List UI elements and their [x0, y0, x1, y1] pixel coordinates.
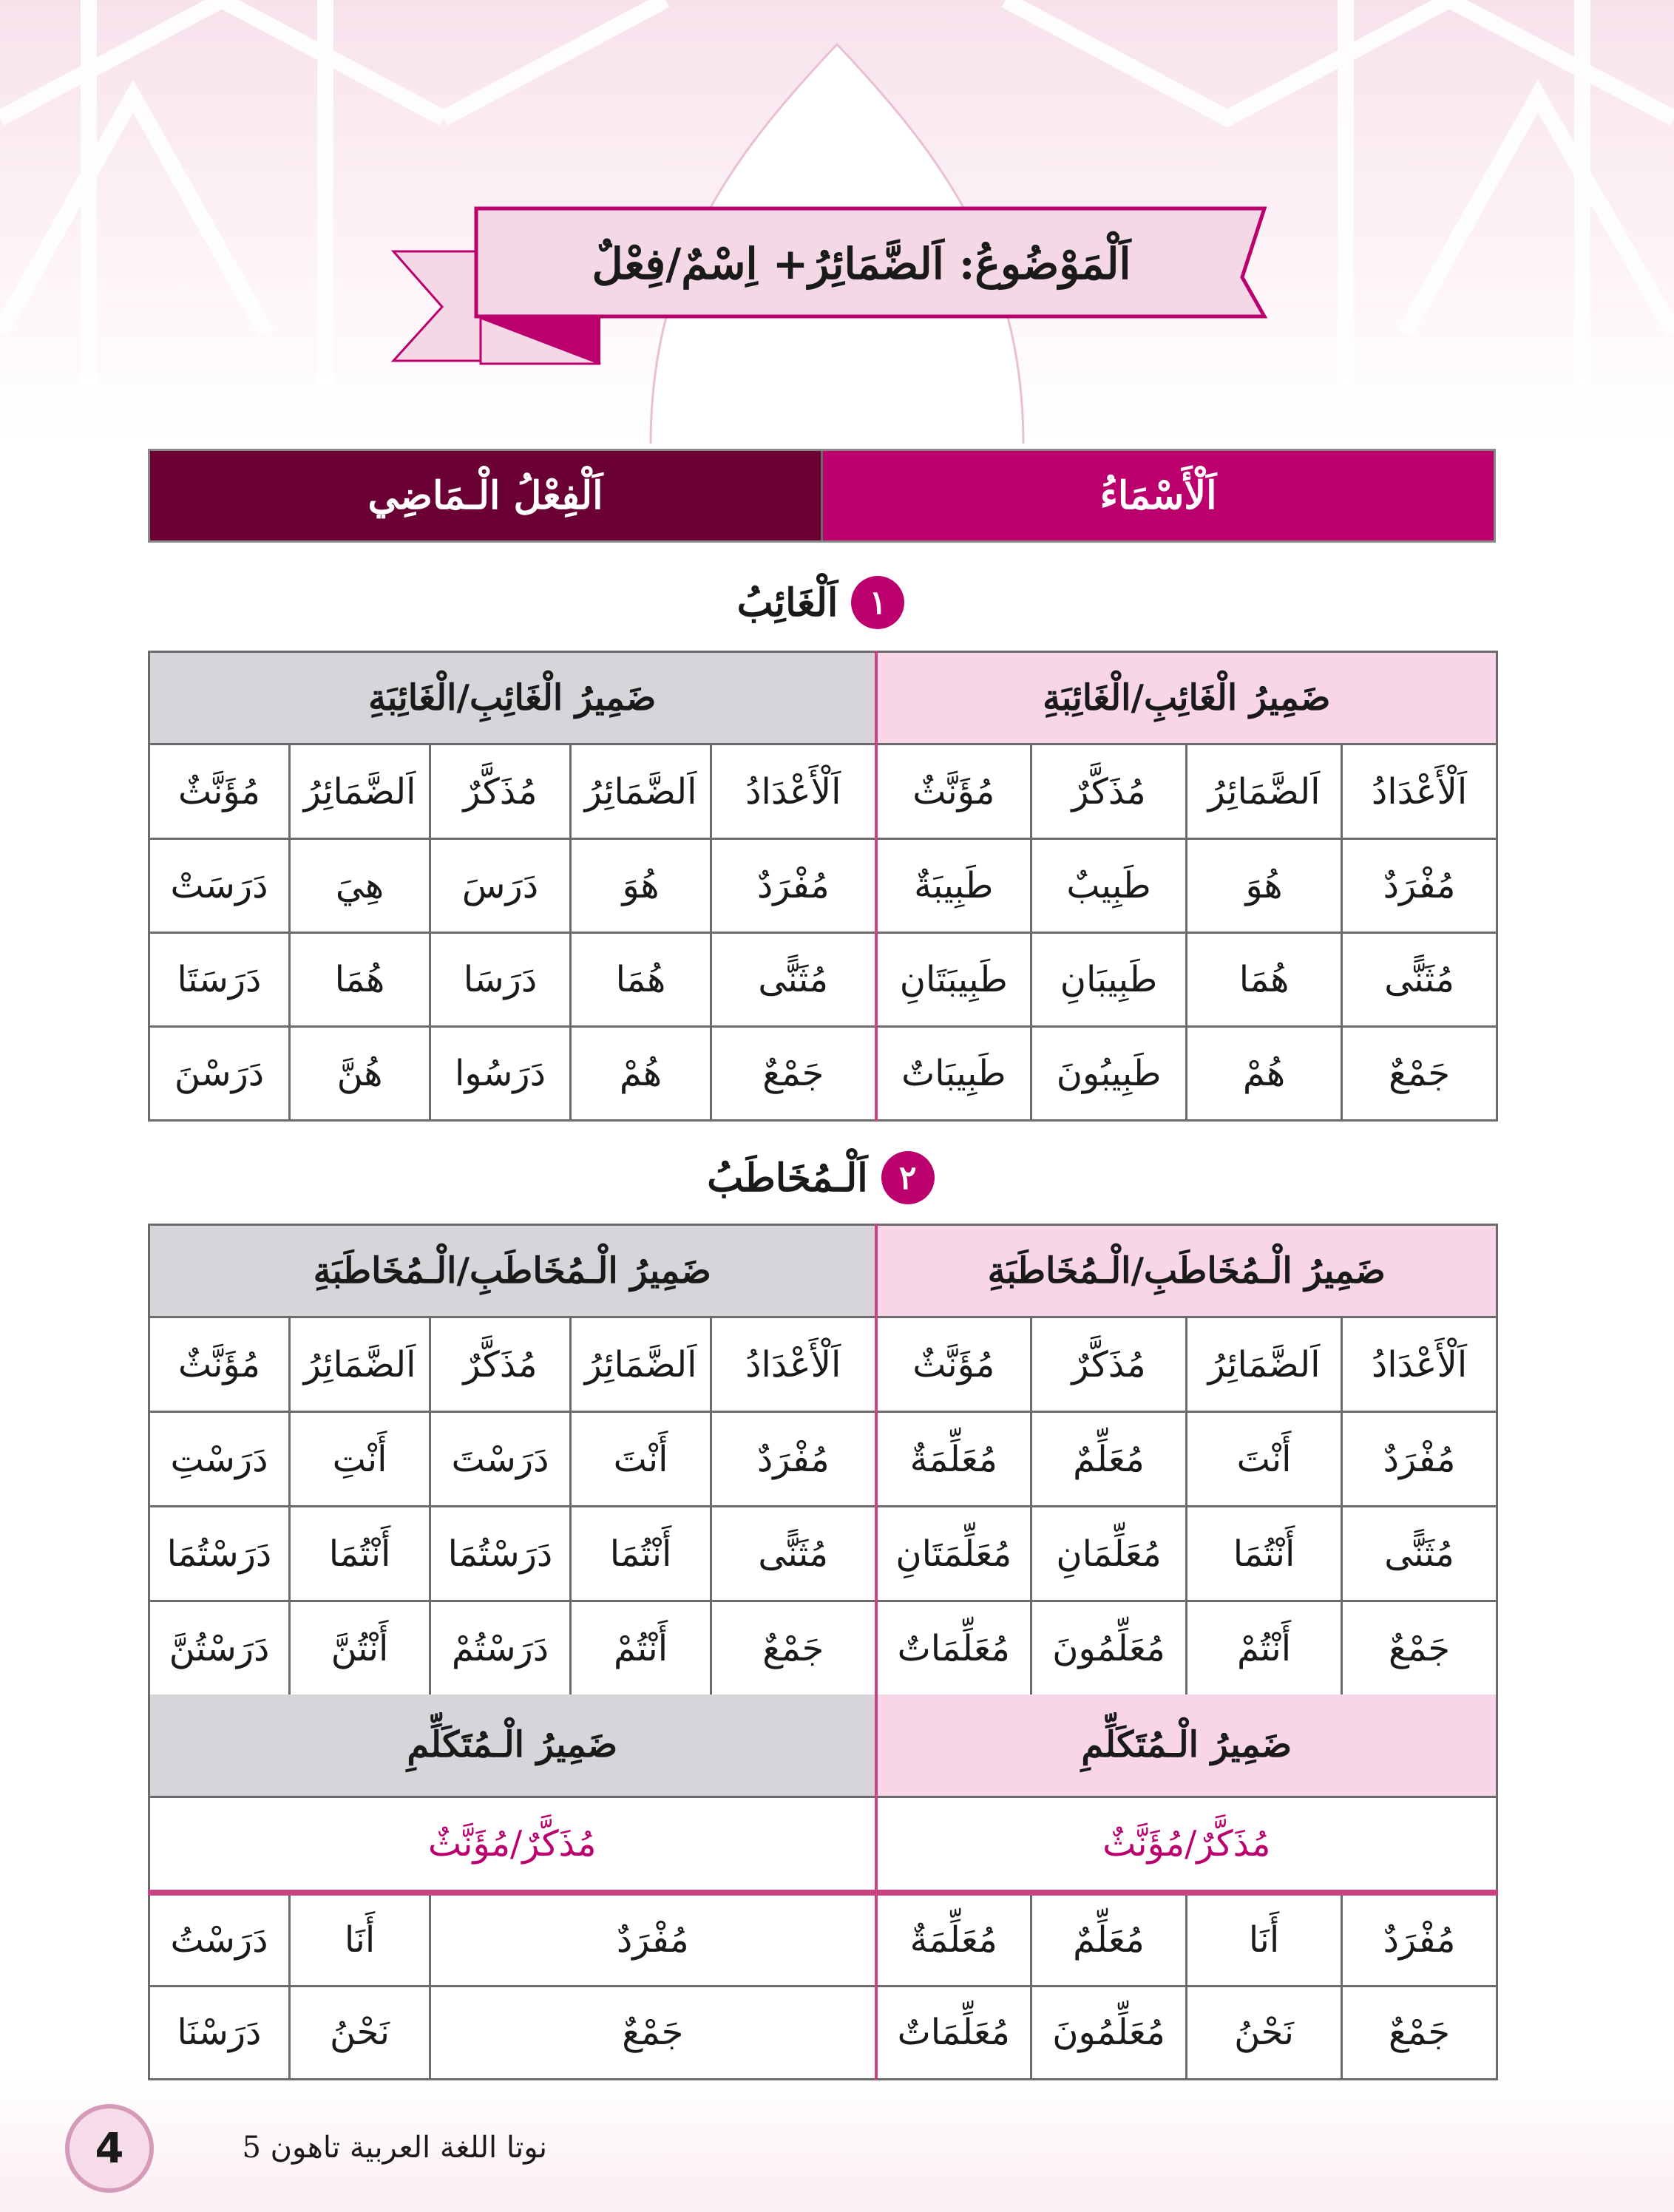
cell: مُفْرَدٌ	[1342, 1412, 1497, 1507]
cell: دَرَسَتَا	[149, 933, 290, 1027]
col-header: مُذَكَّرٌ	[1031, 1317, 1187, 1412]
cell: دَرَسَ	[430, 839, 571, 933]
cell: هُنَّ	[290, 1027, 430, 1121]
cell: أَنْتَ	[571, 1412, 711, 1507]
cell: مُفْرَدٌ	[430, 1893, 876, 1986]
col-header: مُذَكَّرٌ	[1031, 744, 1187, 839]
cell: مُثَنًّى	[711, 933, 876, 1027]
cell: طَبِيبَةٌ	[876, 839, 1031, 933]
table-row	[149, 1412, 1497, 1507]
cell: مُعَلِّمَتَانِ	[876, 1507, 1031, 1601]
table-row	[149, 839, 1497, 933]
cell: هُمَا	[1187, 933, 1342, 1027]
section-number-badge: ١	[851, 576, 904, 629]
table-row	[149, 1601, 1497, 1696]
cell: هُمَا	[571, 933, 711, 1027]
cell: طَبِيبُونَ	[1031, 1027, 1187, 1121]
mutakallim-table	[148, 1694, 1498, 2080]
col-header: اَلضَّمَائِرُ	[1187, 1317, 1342, 1412]
cell: مُثَنًّى	[1342, 1507, 1497, 1601]
cell: طَبِيبَانِ	[1031, 933, 1187, 1027]
cell: جَمْعٌ	[430, 1986, 876, 2079]
cell: أَنَا	[290, 1893, 430, 1986]
col-header: اَلْأَعْدَادُ	[1342, 1317, 1497, 1412]
table-row	[149, 933, 1497, 1027]
cell: أَنَا	[1187, 1893, 1342, 1986]
cell: هُوَ	[571, 839, 711, 933]
section-label: اَلْـمُخَاطَبُ	[707, 1155, 868, 1201]
cell: هِيَ	[290, 839, 430, 933]
nouns-header: اَلْأَسْمَاءُ	[821, 451, 1494, 540]
col-header: اَلضَّمَائِرُ	[571, 744, 711, 839]
cell: هُمْ	[1187, 1027, 1342, 1121]
cell: أَنْتَ	[1187, 1412, 1342, 1507]
verb-mutakallim-title: ضَمِيرُ الْـمُتَكَلِّمِ	[149, 1694, 876, 1797]
table-row	[149, 1986, 1497, 2079]
cell: مُعَلِّمَاتٌ	[876, 1986, 1031, 2079]
cell: هُوَ	[1187, 839, 1342, 933]
cell: مُعَلِّمُونَ	[1031, 1986, 1187, 2079]
verb-ghaib-title: ضَمِيرُ الْغَائِبِ/الْغَائِبَةِ	[149, 652, 876, 744]
col-header: مُؤَنَّثٌ	[149, 744, 290, 839]
cell: مُعَلِّمٌ	[1031, 1412, 1187, 1507]
cell: مُعَلِّمَاتٌ	[876, 1601, 1031, 1696]
noun-mukhatab-title: ضَمِيرُ الْـمُخَاطَبِ/الْـمُخَاطَبَةِ	[876, 1225, 1497, 1317]
section-heading-ghaib	[665, 569, 976, 636]
verb-mukhatab-title: ضَمِيرُ الْـمُخَاطَبِ/الْـمُخَاطَبَةِ	[149, 1225, 876, 1317]
mukhatab-table	[148, 1224, 1498, 1697]
cell: هُمْ	[571, 1027, 711, 1121]
cell: هُمَا	[290, 933, 430, 1027]
cell: دَرَسْتِ	[149, 1412, 290, 1507]
col-header: مُؤَنَّثٌ	[876, 1317, 1031, 1412]
cell: جَمْعٌ	[1342, 1027, 1497, 1121]
cell: دَرَسْتُ	[149, 1893, 290, 1986]
cell: طَبِيبٌ	[1031, 839, 1187, 933]
cell: مُثَنًّى	[1342, 933, 1497, 1027]
cell: جَمْعٌ	[1342, 1986, 1497, 2079]
col-header: اَلْأَعْدَادُ	[1342, 744, 1497, 839]
cell: جَمْعٌ	[711, 1027, 876, 1121]
cell: مُثَنًّى	[711, 1507, 876, 1601]
section-number-badge: ٢	[881, 1151, 935, 1204]
table-row	[149, 1507, 1497, 1601]
noun-gender-label: مُذَكَّرٌ/مُؤَنَّثٌ	[876, 1797, 1497, 1893]
cell: مُفْرَدٌ	[1342, 1893, 1497, 1986]
col-header: مُذَكَّرٌ	[430, 744, 571, 839]
cell: دَرَسَا	[430, 933, 571, 1027]
cell: نَحْنُ	[1187, 1986, 1342, 2079]
col-header: اَلضَّمَائِرُ	[290, 1317, 430, 1412]
cell: نَحْنُ	[290, 1986, 430, 2079]
verb-header: اَلْفِعْلُ الْـمَاضِي	[150, 451, 821, 540]
cell: أَنْتُمَا	[290, 1507, 430, 1601]
cell: دَرَسْتَ	[430, 1412, 571, 1507]
section-heading-mukhatab	[665, 1144, 976, 1211]
col-header: مُذَكَّرٌ	[430, 1317, 571, 1412]
verb-gender-label: مُذَكَّرٌ/مُؤَنَّثٌ	[149, 1797, 876, 1893]
col-header: اَلْأَعْدَادُ	[711, 1317, 876, 1412]
col-header: اَلْأَعْدَادُ	[711, 744, 876, 839]
cell: مُعَلِّمَانِ	[1031, 1507, 1187, 1601]
cell: دَرَسُوا	[430, 1027, 571, 1121]
cell: أَنْتُمَا	[571, 1507, 711, 1601]
table-row	[149, 1893, 1497, 1986]
cell: أَنْتُنَّ	[290, 1601, 430, 1696]
cell: مُفْرَدٌ	[711, 839, 876, 933]
cell: جَمْعٌ	[711, 1601, 876, 1696]
cell: دَرَسْنَا	[149, 1986, 290, 2079]
category-header-bar	[148, 449, 1496, 543]
ghaib-table	[148, 651, 1498, 1122]
cell: مُعَلِّمٌ	[1031, 1893, 1187, 1986]
cell: طَبِيبَتَانِ	[876, 933, 1031, 1027]
cell: أَنْتُمْ	[571, 1601, 711, 1696]
page-number-badge: 4	[65, 2104, 154, 2193]
col-header: اَلضَّمَائِرُ	[1187, 744, 1342, 839]
col-header: اَلضَّمَائِرُ	[290, 744, 430, 839]
noun-mutakallim-title: ضَمِيرُ الْـمُتَكَلِّمِ	[876, 1694, 1497, 1797]
cell: دَرَسْتُمَا	[149, 1507, 290, 1601]
cell: دَرَسْتُمْ	[430, 1601, 571, 1696]
cell: مُعَلِّمُونَ	[1031, 1601, 1187, 1696]
cell: أَنْتُمَا	[1187, 1507, 1342, 1601]
col-header: مُؤَنَّثٌ	[876, 744, 1031, 839]
cell: مُفْرَدٌ	[711, 1412, 876, 1507]
col-header: اَلضَّمَائِرُ	[571, 1317, 711, 1412]
page-title: اَلْمَوْضُوعُ: اَلضَّمَائِرُ+ اِسْمٌ/فِعْلٌ	[592, 239, 1131, 289]
cell: أَنْتُمْ	[1187, 1601, 1342, 1696]
noun-ghaib-title: ضَمِيرُ الْغَائِبِ/الْغَائِبَةِ	[876, 652, 1497, 744]
cell: جَمْعٌ	[1342, 1601, 1497, 1696]
cell: مُعَلِّمَةٌ	[876, 1893, 1031, 1986]
cell: دَرَسْتُمَا	[430, 1507, 571, 1601]
cell: طَبِيبَاتٌ	[876, 1027, 1031, 1121]
cell: أَنْتِ	[290, 1412, 430, 1507]
col-header: مُؤَنَّثٌ	[149, 1317, 290, 1412]
section-label: اَلْغَائِبُ	[736, 580, 838, 625]
cell: مُعَلِّمَةٌ	[876, 1412, 1031, 1507]
table-row	[149, 1027, 1497, 1121]
cell: دَرَسْنَ	[149, 1027, 290, 1121]
cell: دَرَسَتْ	[149, 839, 290, 933]
cell: مُفْرَدٌ	[1342, 839, 1497, 933]
cell: دَرَسْتُنَّ	[149, 1601, 290, 1696]
book-title: نوتا اللغة العربية تاهون 5	[242, 2131, 547, 2165]
